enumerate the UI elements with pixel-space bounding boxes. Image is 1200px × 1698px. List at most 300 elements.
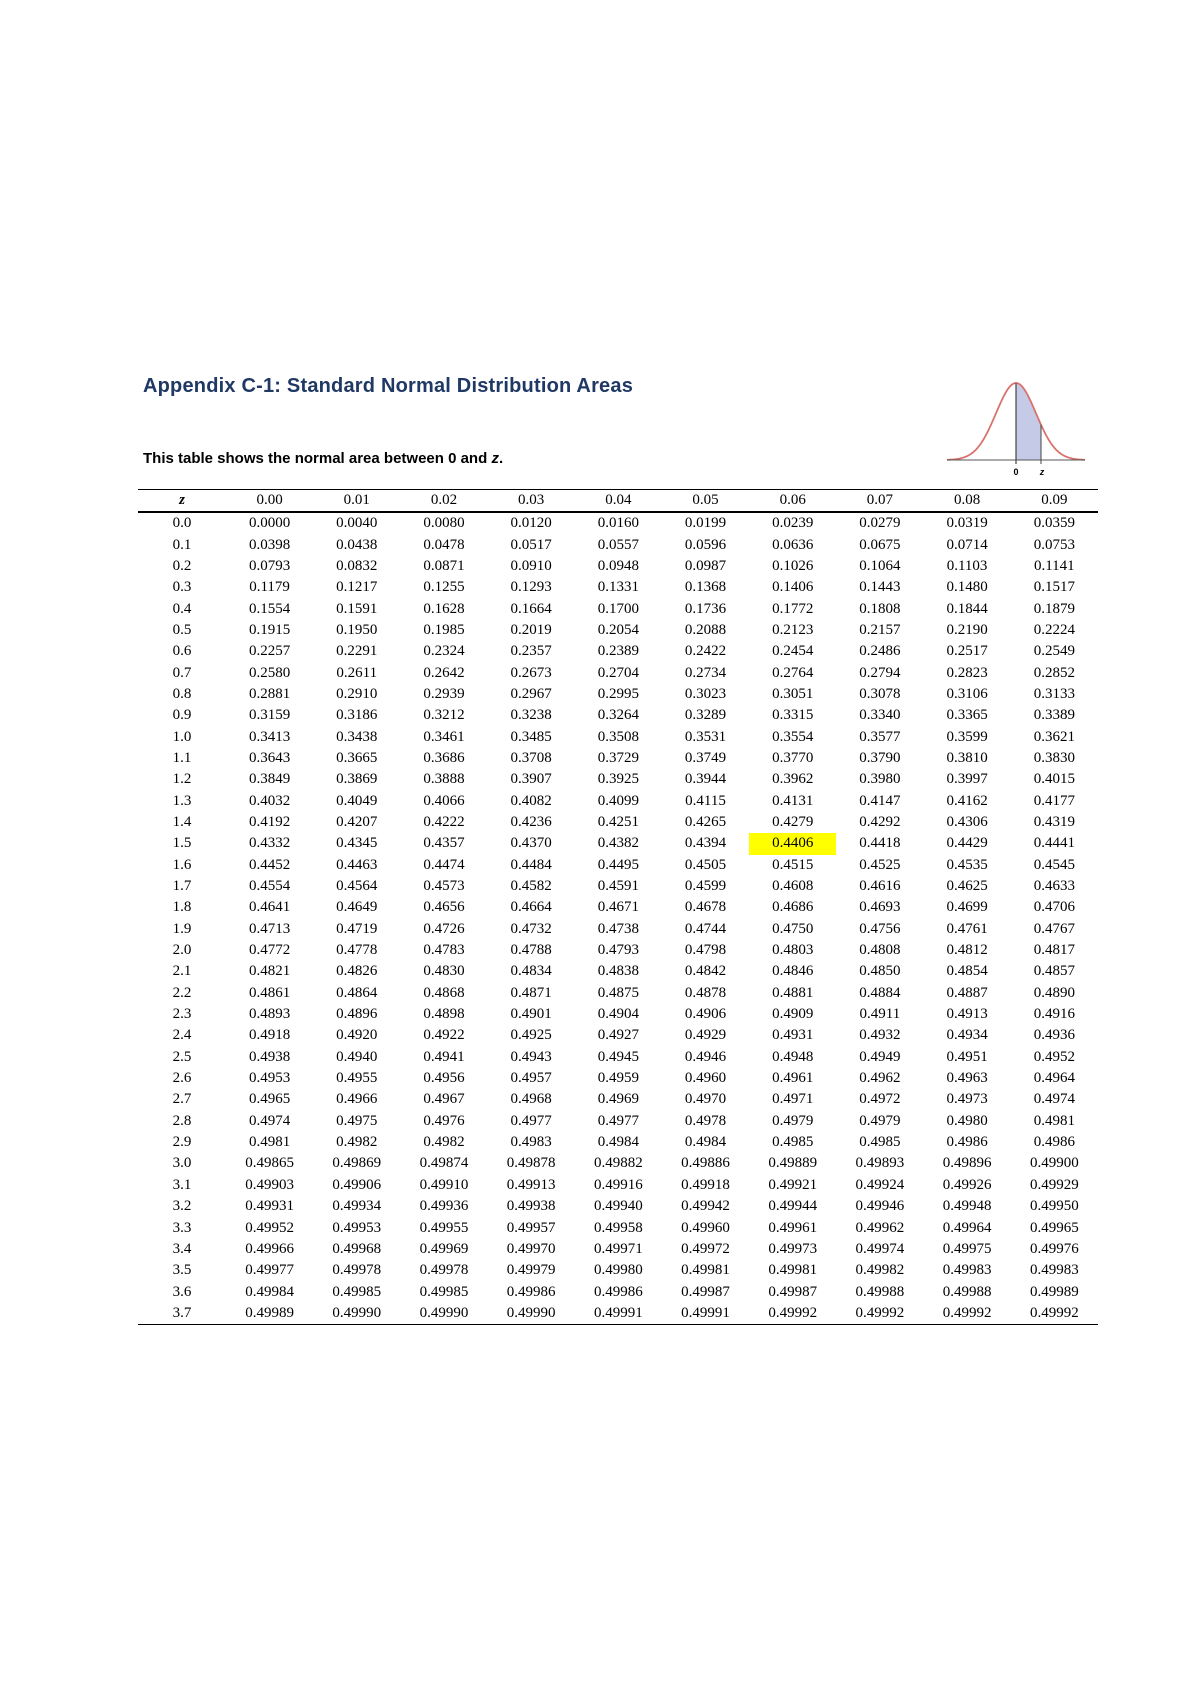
table-cell: 0.4693 [859, 899, 901, 916]
table-cell: 0.4985 [772, 1134, 814, 1151]
table-cell: 0.3485 [510, 728, 552, 745]
table-cell: 0.0675 [859, 536, 901, 553]
table-cell: 0.4429 [946, 835, 988, 852]
table-cell: 0.4474 [423, 856, 465, 873]
table-cell: 0.49931 [245, 1198, 294, 1215]
table-cell: 0.0279 [859, 515, 901, 532]
table-cell: 0.0160 [597, 515, 639, 532]
table-cell: 0.4957 [510, 1070, 552, 1087]
table-cell: 0.4896 [336, 1006, 378, 1023]
table-cell: 0.1293 [510, 579, 552, 596]
table-cell: 0.2995 [597, 685, 639, 702]
table-cell: 0.4525 [859, 856, 901, 873]
table-cell: 0.49961 [768, 1219, 818, 1236]
table-cell: 0.4719 [336, 920, 378, 937]
table-cell: 0.49969 [419, 1240, 469, 1257]
table-cell: 0.4953 [248, 1070, 291, 1087]
table-cell: 0.3621 [1033, 728, 1075, 745]
table-cell: 0.49957 [506, 1219, 556, 1236]
table-cell: 0.2580 [248, 664, 291, 681]
table-cell: 0.2157 [859, 621, 901, 638]
table-cell: 0.0080 [423, 515, 465, 532]
table-cell: 0.1664 [510, 600, 552, 617]
table-row [138, 1132, 1098, 1153]
table-cell: 0.2642 [423, 664, 465, 681]
table-cell: 0.4535 [946, 856, 988, 873]
table-cell: 0.3461 [423, 728, 465, 745]
table-row [138, 961, 1098, 982]
table-cell: 0.4641 [248, 899, 291, 916]
table-cell: 0.49970 [506, 1240, 556, 1257]
table-row [138, 662, 1098, 683]
table-row [138, 855, 1098, 876]
row-header-z: 2.6 [172, 1070, 192, 1087]
table-cell: 0.49977 [245, 1262, 294, 1279]
table-cell: 0.4898 [423, 1006, 465, 1023]
row-header-z: 1.7 [172, 878, 192, 895]
table-cell: 0.3289 [684, 707, 727, 724]
table-cell: 0.3389 [1033, 707, 1075, 724]
table-cell: 0.49942 [681, 1198, 730, 1215]
table-cell: 0.49989 [1029, 1283, 1079, 1300]
table-cell: 0.4279 [772, 813, 814, 830]
column-header: 0.08 [924, 490, 1011, 513]
table-cell: 0.4961 [772, 1070, 814, 1087]
table-cell: 0.4970 [684, 1091, 727, 1108]
row-header-z: 3.3 [172, 1219, 192, 1236]
table-cell: 0.1026 [772, 557, 814, 574]
table-row [138, 598, 1098, 619]
table-cell: 0.2454 [772, 643, 814, 660]
row-header-z: 1.2 [172, 771, 192, 788]
table-cell: 0.4706 [1033, 899, 1075, 916]
column-header: 0.02 [400, 490, 487, 513]
table-cell: 0.2054 [597, 621, 639, 638]
table-cell: 0.49978 [332, 1262, 382, 1279]
row-header-z: 1.9 [172, 920, 192, 937]
table-cell: 0.4901 [510, 1006, 552, 1023]
table-cell: 0.4890 [1033, 984, 1075, 1001]
table-cell: 0.1255 [423, 579, 465, 596]
table-row [138, 577, 1098, 598]
table-cell: 0.4920 [336, 1027, 378, 1044]
table-cell: 0.3186 [336, 707, 378, 724]
table-row [138, 919, 1098, 940]
table-cell: 0.49978 [419, 1262, 469, 1279]
table-cell: 0.3238 [510, 707, 552, 724]
table-cell: 0.1406 [772, 579, 814, 596]
table-cell: 0.4649 [336, 899, 378, 916]
table-cell: 0.4979 [772, 1112, 814, 1129]
table-cell: 0.49981 [681, 1262, 730, 1279]
table-cell: 0.4015 [1033, 771, 1075, 788]
table-row [138, 1281, 1098, 1302]
table-cell: 0.0753 [1033, 536, 1075, 553]
table-cell: 0.3315 [772, 707, 814, 724]
table-cell: 0.4966 [336, 1091, 378, 1108]
table-cell: 0.4821 [248, 963, 291, 980]
table-cell: 0.4884 [859, 984, 901, 1001]
table-cell: 0.4925 [510, 1027, 552, 1044]
table-cell: 0.0438 [336, 536, 378, 553]
table-cell: 0.4982 [336, 1134, 378, 1151]
table-cell: 0.4357 [423, 835, 465, 852]
table-cell: 0.4918 [248, 1027, 291, 1044]
table-cell: 0.4964 [1033, 1070, 1075, 1087]
row-header-z: 1.1 [172, 749, 192, 766]
table-cell: 0.4192 [248, 813, 291, 830]
table-cell: 0.49988 [942, 1283, 992, 1300]
table-cell: 0.3997 [946, 771, 988, 788]
table-cell: 0.3023 [684, 685, 727, 702]
table-row [138, 812, 1098, 833]
table-cell: 0.3888 [423, 771, 465, 788]
table-cell: 0.4846 [772, 963, 814, 980]
table-cell: 0.49918 [681, 1176, 730, 1193]
table-cell: 0.1736 [684, 600, 727, 617]
table-cell: 0.3708 [510, 749, 552, 766]
description-suffix: . [498, 450, 504, 467]
table-cell: 0.4699 [946, 899, 988, 916]
table-cell: 0.3849 [248, 771, 291, 788]
table-cell: 0.4945 [597, 1048, 639, 1065]
table-cell: 0.49869 [332, 1155, 382, 1172]
table-cell: 0.4793 [597, 942, 639, 959]
table-row [138, 1153, 1098, 1174]
table-cell: 0.3729 [597, 749, 639, 766]
table-cell: 0.4971 [772, 1091, 814, 1108]
table-cell: 0.4599 [684, 878, 727, 895]
table-cell: 0.2224 [1033, 621, 1075, 638]
table-cell: 0.4973 [946, 1091, 988, 1108]
table-cell: 0.1554 [248, 600, 291, 617]
table-row [138, 726, 1098, 747]
table-row [138, 1004, 1098, 1025]
table-cell: 0.4868 [423, 984, 465, 1001]
table-cell: 0.49893 [855, 1155, 905, 1172]
table-cell: 0.49903 [245, 1176, 294, 1193]
table-cell: 0.4608 [772, 878, 814, 895]
table-cell: 0.4887 [946, 984, 988, 1001]
table-cell: 0.49972 [681, 1240, 730, 1257]
table-cell: 0.4803 [772, 942, 814, 959]
table-row [138, 1196, 1098, 1217]
table-cell: 0.3830 [1033, 749, 1075, 766]
table-cell: 0.4788 [510, 942, 552, 959]
table-cell: 0.4744 [684, 920, 727, 937]
table-cell: 0.49960 [681, 1219, 730, 1236]
table-cell: 0.4967 [423, 1091, 465, 1108]
table-cell: 0.49921 [768, 1176, 818, 1193]
table-row [138, 1239, 1098, 1260]
row-header-z: 1.5 [172, 835, 192, 852]
column-header: 0.00 [226, 490, 313, 513]
table-cell: 0.4960 [684, 1070, 727, 1087]
table-cell: 0.4861 [248, 984, 291, 1001]
row-header-z: 1.3 [172, 792, 192, 809]
row-header-z: 2.1 [172, 963, 192, 980]
table-row [138, 833, 1098, 854]
table-cell: 0.4881 [772, 984, 814, 1001]
table-cell: 0.0714 [946, 536, 988, 553]
table-cell: 0.49882 [593, 1155, 643, 1172]
table-cell: 0.49973 [768, 1240, 818, 1257]
table-cell: 0.2549 [1033, 643, 1075, 660]
table-cell: 0.49990 [488, 1303, 575, 1325]
table-cell: 0.2019 [510, 621, 552, 638]
table-cell: 0.4812 [946, 942, 988, 959]
table-cell: 0.1141 [1033, 557, 1075, 574]
table-cell: 0.49983 [1029, 1262, 1079, 1279]
table-cell: 0.4564 [336, 878, 378, 895]
table-cell: 0.1480 [946, 579, 988, 596]
table-row [138, 983, 1098, 1004]
table-cell: 0.1628 [423, 600, 465, 617]
description-text: This table shows the normal area between 0 and [143, 450, 492, 467]
table-cell: 0.1915 [248, 621, 291, 638]
table-cell: 0.3944 [684, 771, 727, 788]
table-cell: 0.4972 [859, 1091, 901, 1108]
table-cell: 0.4985 [859, 1134, 901, 1151]
table-row [138, 620, 1098, 641]
table-cell: 0.49988 [855, 1283, 905, 1300]
table-cell: 0.2257 [248, 643, 291, 660]
table-cell: 0.4982 [423, 1134, 465, 1151]
table-cell: 0.4582 [510, 878, 552, 895]
table-cell: 0.4974 [1033, 1091, 1075, 1108]
table-cell: 0.4808 [859, 942, 901, 959]
table-cell: 0.49985 [419, 1283, 469, 1300]
table-cell: 0.49878 [506, 1155, 556, 1172]
table-cell: 0.1808 [859, 600, 901, 617]
table-cell: 0.4265 [684, 813, 727, 830]
table-cell: 0.4732 [510, 920, 552, 937]
table-cell: 0.4505 [684, 856, 727, 873]
row-header-z: 2.9 [172, 1134, 192, 1151]
label-z: z [1039, 467, 1045, 477]
row-header-z: 1.4 [172, 813, 192, 830]
table-cell: 0.49991 [575, 1303, 662, 1325]
table-cell: 0.4927 [597, 1027, 639, 1044]
table-cell: 0.3962 [772, 771, 814, 788]
table-cell: 0.0793 [248, 557, 291, 574]
table-cell: 0.3643 [248, 749, 291, 766]
table-cell: 0.3790 [859, 749, 901, 766]
row-header-z: 2.7 [172, 1091, 192, 1108]
table-row [138, 556, 1098, 577]
table-cell: 0.49990 [400, 1303, 487, 1325]
table-cell: 0.4515 [772, 856, 814, 873]
column-header: 0.01 [313, 490, 400, 513]
row-header-z: 1.0 [172, 728, 192, 745]
table-cell: 0.4032 [248, 792, 291, 809]
table-cell: 0.1879 [1033, 600, 1075, 617]
row-header-z: 3.1 [172, 1176, 192, 1193]
table-cell: 0.4713 [248, 920, 291, 937]
table-cell: 0.49910 [419, 1176, 469, 1193]
table-cell: 0.4236 [510, 813, 552, 830]
table-cell: 0.4962 [859, 1070, 901, 1087]
table-cell: 0.0557 [597, 536, 639, 553]
table-cell: 0.49952 [245, 1219, 294, 1236]
table-cell: 0.3438 [336, 728, 378, 745]
table-cell: 0.49992 [836, 1303, 923, 1325]
table-cell: 0.4222 [423, 813, 465, 830]
table-cell: 0.4319 [1033, 813, 1075, 830]
table-cell: 0.49950 [1029, 1198, 1079, 1215]
table-cell: 0.49986 [593, 1283, 643, 1300]
table-cell: 0.4545 [1033, 856, 1075, 873]
table-cell: 0.2852 [1033, 664, 1075, 681]
table-row [138, 1111, 1098, 1132]
table-row [138, 705, 1098, 726]
row-header-z: 0.2 [172, 557, 192, 574]
table-cell: 0.4082 [510, 792, 552, 809]
z-table [138, 489, 1098, 1325]
table-cell: 0.0517 [510, 536, 552, 553]
table-cell: 0.49966 [245, 1240, 294, 1257]
table-cell: 0.4830 [423, 963, 465, 980]
table-cell: 0.3810 [946, 749, 988, 766]
table-cell: 0.3869 [336, 771, 378, 788]
table-cell: 0.4452 [248, 856, 291, 873]
table-cell: 0.4345 [336, 835, 378, 852]
table-cell: 0.4943 [510, 1048, 552, 1065]
table-cell: 0.3340 [859, 707, 901, 724]
table-cell: 0.3925 [597, 771, 639, 788]
table-cell: 0.1844 [946, 600, 988, 617]
table-cell: 0.4975 [336, 1112, 378, 1129]
table-cell: 0.49985 [332, 1283, 382, 1300]
row-header-z: 0.5 [172, 621, 192, 638]
table-cell: 0.2823 [946, 664, 988, 681]
table-cell: 0.3078 [859, 685, 901, 702]
column-header-z: z [138, 490, 226, 513]
table-cell: 0.0636 [772, 536, 814, 553]
table-cell: 0.4573 [423, 878, 465, 895]
table-cell: 0.4913 [946, 1006, 988, 1023]
table-body [138, 512, 1098, 1325]
table-cell: 0.49938 [506, 1198, 556, 1215]
table-cell: 0.0596 [684, 536, 727, 553]
table-cell: 0.4956 [423, 1070, 465, 1087]
table-cell: 0.2611 [336, 664, 378, 681]
table-cell: 0.49980 [593, 1262, 643, 1279]
table-cell: 0.3599 [946, 728, 988, 745]
table-cell: 0.49953 [332, 1219, 382, 1236]
table-cell: 0.3907 [510, 771, 552, 788]
row-header-z: 0.4 [172, 600, 192, 617]
table-cell: 0.4965 [248, 1091, 291, 1108]
table-cell: 0.49991 [662, 1303, 749, 1325]
table-cell: 0.4938 [248, 1048, 291, 1065]
highlighted-cell: 0.4406 [749, 833, 836, 854]
table-row [138, 1047, 1098, 1068]
table-cell: 0.1179 [249, 579, 290, 596]
table-cell: 0.0398 [248, 536, 291, 553]
table-cell: 0.1591 [336, 600, 378, 617]
table-cell: 0.0948 [597, 557, 639, 574]
table-cell: 0.4332 [248, 835, 291, 852]
table-cell: 0.4292 [859, 813, 901, 830]
table-cell: 0.2517 [946, 643, 988, 660]
table-cell: 0.4878 [684, 984, 727, 1001]
table-row [138, 1025, 1098, 1046]
table-cell: 0.4147 [859, 792, 901, 809]
table-cell: 0.49948 [942, 1198, 992, 1215]
table-cell: 0.2324 [423, 643, 465, 660]
table-cell: 0.1331 [597, 579, 639, 596]
table-cell: 0.4951 [946, 1048, 988, 1065]
table-cell: 0.1443 [859, 579, 901, 596]
table-cell: 0.4922 [423, 1027, 465, 1044]
table-cell: 0.4066 [423, 792, 465, 809]
table-cell: 0.2486 [859, 643, 901, 660]
table-cell: 0.1103 [946, 557, 988, 574]
table-cell: 0.4932 [859, 1027, 901, 1044]
table-cell: 0.4783 [423, 942, 465, 959]
row-header-z: 0.9 [172, 707, 192, 724]
table-cell: 0.2123 [772, 621, 814, 638]
column-header: 0.09 [1011, 490, 1098, 513]
table-cell: 0.2389 [597, 643, 639, 660]
table-row [138, 1068, 1098, 1089]
table-cell: 0.49992 [749, 1303, 836, 1325]
table-cell: 0.4980 [946, 1112, 988, 1129]
table-cell: 0.49976 [1029, 1240, 1079, 1257]
row-header-z: 0.8 [172, 685, 192, 702]
normal-curve-figure [945, 377, 1087, 477]
table-cell: 0.4934 [946, 1027, 988, 1044]
table-cell: 0.4686 [772, 899, 814, 916]
table-cell: 0.3106 [946, 685, 988, 702]
table-cell: 0.4864 [336, 984, 378, 1001]
table-cell: 0.3686 [423, 749, 465, 766]
table-cell: 0.4949 [859, 1048, 901, 1065]
table-cell: 0.1700 [597, 600, 639, 617]
table-cell: 0.3413 [248, 728, 291, 745]
table-cell: 0.49958 [593, 1219, 643, 1236]
column-header: 0.05 [662, 490, 749, 513]
table-row [138, 1089, 1098, 1110]
table-cell: 0.0359 [1033, 515, 1075, 532]
table-header-row [138, 490, 1098, 513]
table-row [138, 1260, 1098, 1281]
table-cell: 0.4778 [336, 942, 378, 959]
table-cell: 0.4977 [510, 1112, 552, 1129]
table-cell: 0.4495 [597, 856, 639, 873]
table-cell: 0.0319 [946, 515, 988, 532]
table-row [138, 769, 1098, 790]
table-cell: 0.1064 [859, 557, 901, 574]
table-row [138, 876, 1098, 897]
table-cell: 0.0000 [248, 515, 291, 532]
row-header-z: 3.4 [172, 1240, 192, 1257]
table-cell: 0.4906 [684, 1006, 727, 1023]
table-cell: 0.3212 [423, 707, 465, 724]
table-cell: 0.4983 [510, 1134, 552, 1151]
table-cell: 0.49926 [942, 1176, 992, 1193]
table-cell: 0.3577 [859, 728, 901, 745]
row-header-z: 2.5 [172, 1048, 192, 1065]
table-cell: 0.4099 [597, 792, 639, 809]
table-cell: 0.3508 [597, 728, 639, 745]
table-cell: 0.2910 [336, 685, 378, 702]
table-cell: 0.49889 [768, 1155, 818, 1172]
table-cell: 0.4826 [336, 963, 378, 980]
row-header-z: 0.0 [172, 515, 192, 532]
table-cell: 0.4772 [248, 942, 291, 959]
